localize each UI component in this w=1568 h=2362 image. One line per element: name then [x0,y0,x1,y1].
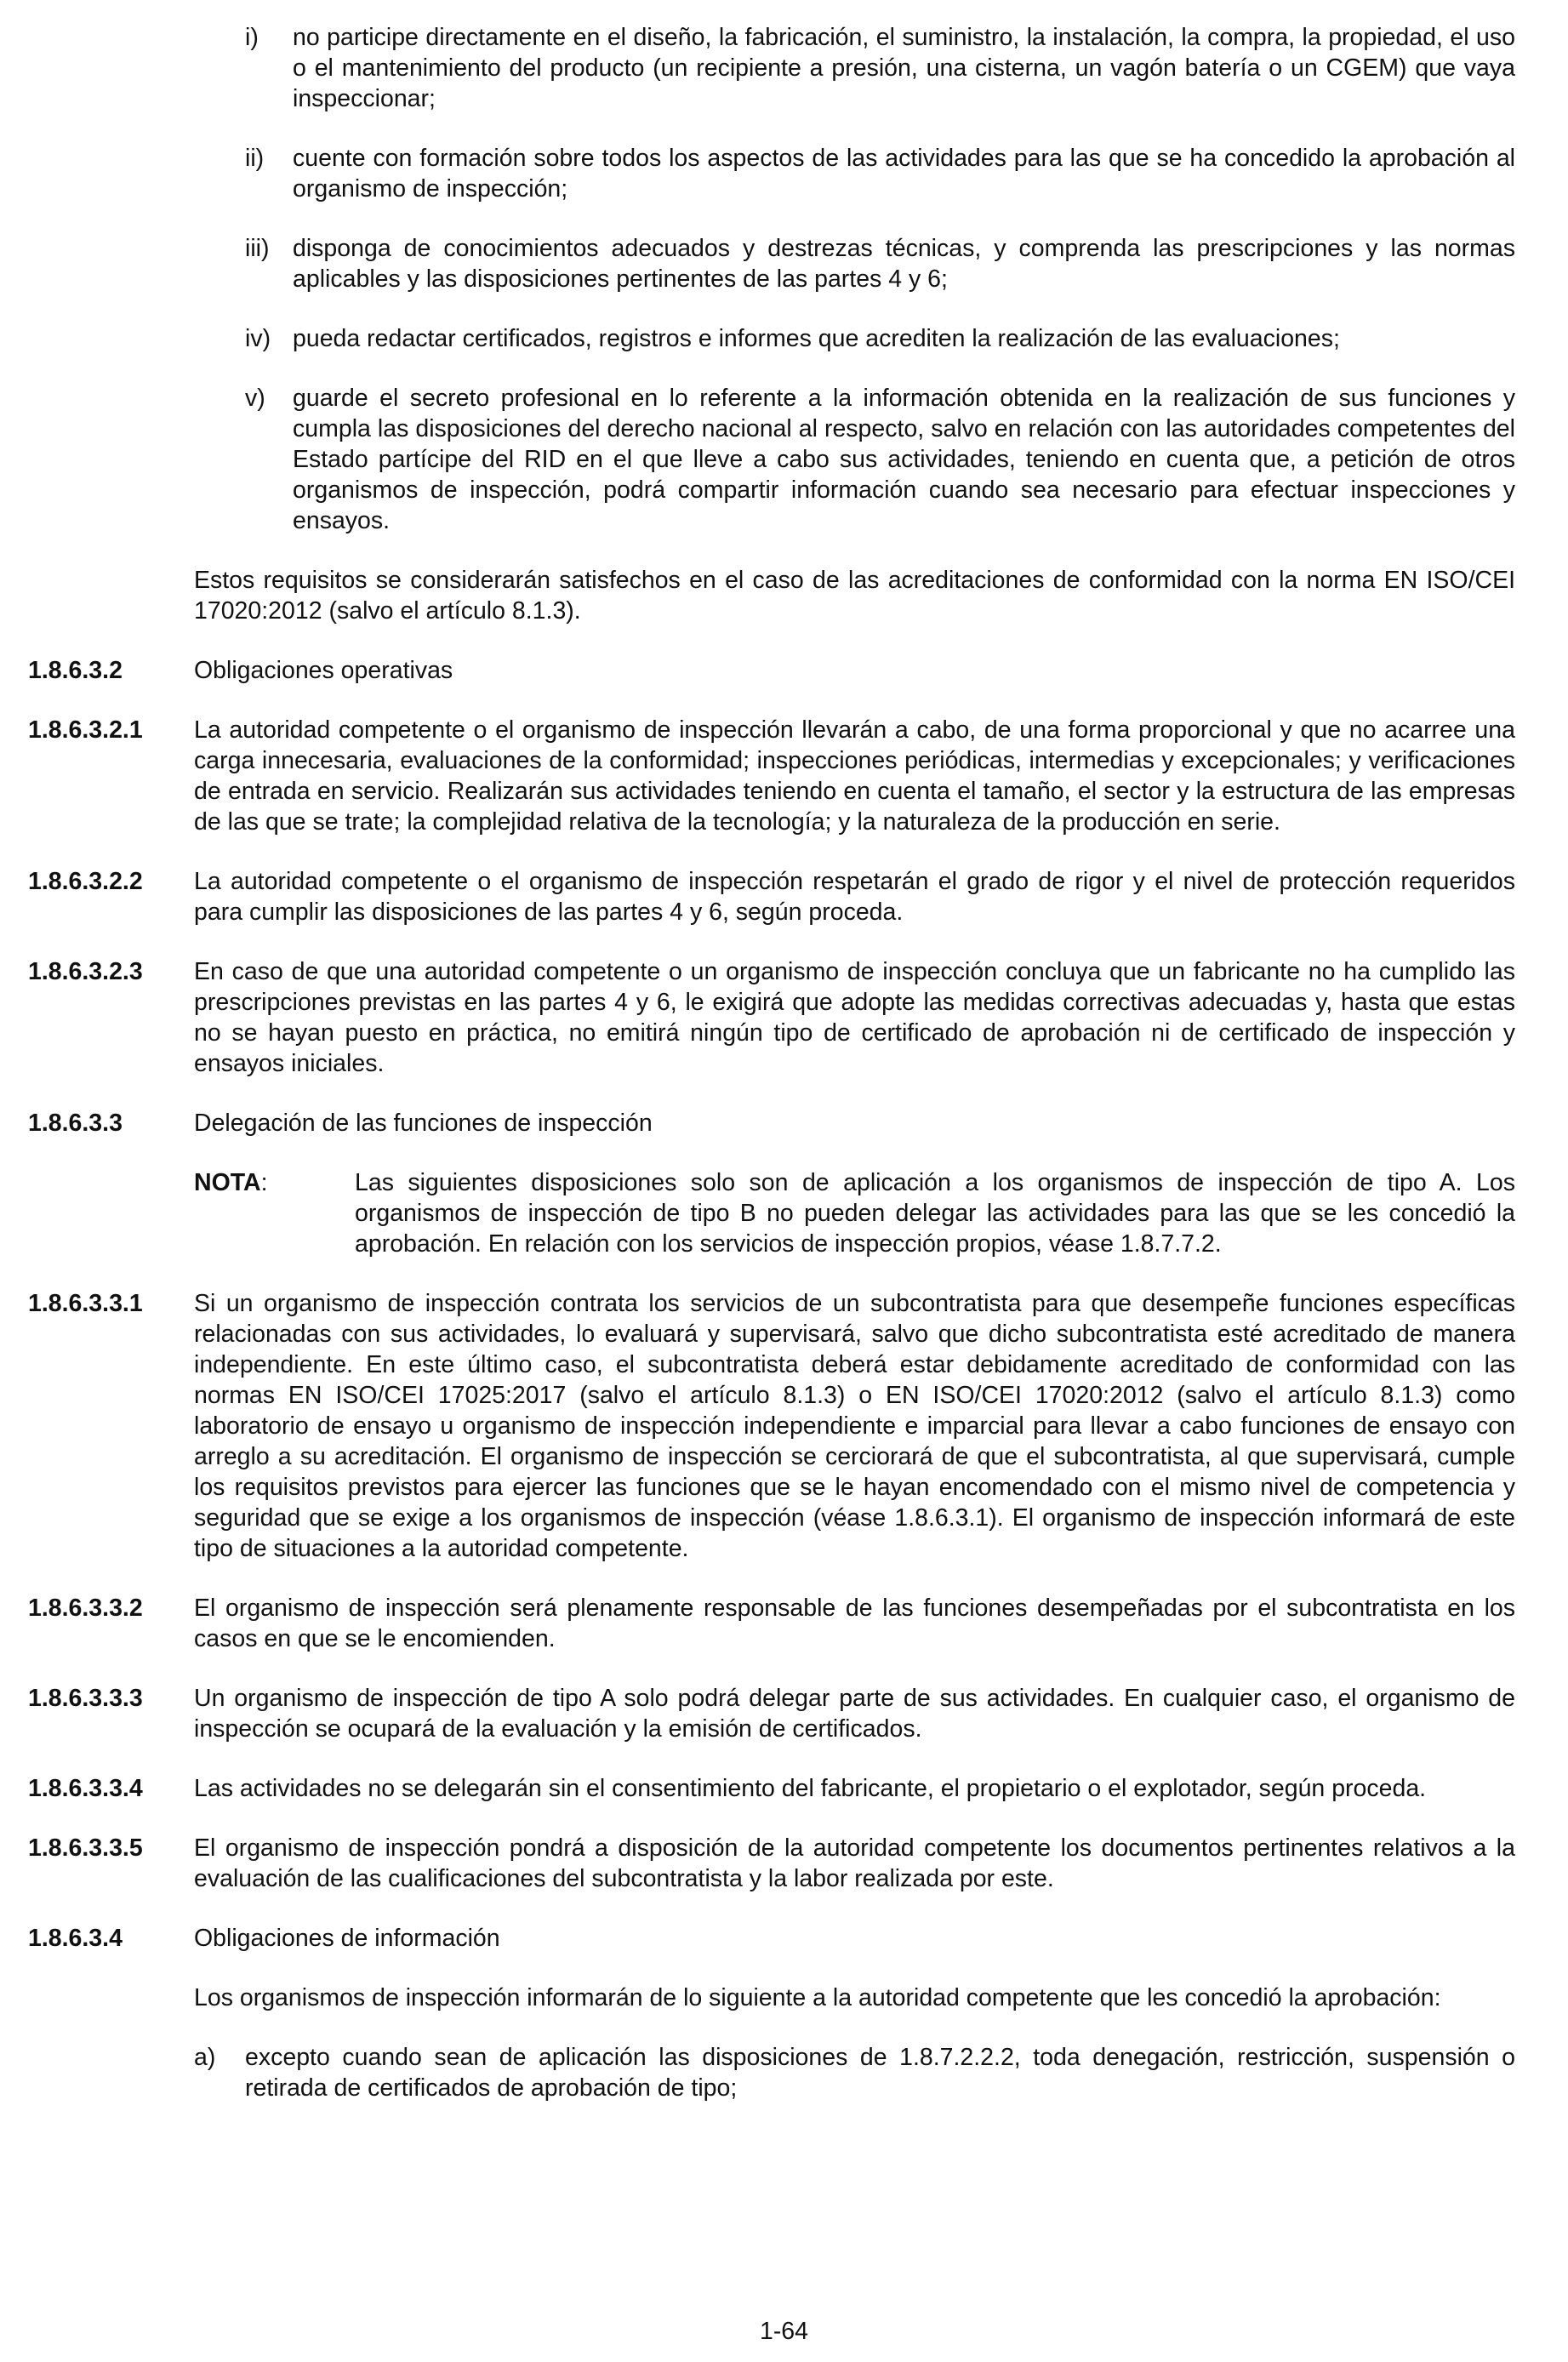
section-1-8-6-3-2-1 [28,715,1515,837]
list-marker: iii) [245,235,270,262]
note-label-text: NOTA [194,1169,261,1196]
section-number: 1.8.6.3.2.2 [28,868,143,895]
section-1-8-6-3-3-5 [28,1833,1515,1894]
section-heading: Obligaciones de información [194,1925,500,1952]
section-number: 1.8.6.3.3.4 [28,1775,143,1802]
section-number: 1.8.6.3.2.3 [28,958,143,985]
list-item-text: no participe directamente en el diseño, la fabricación, el suministro, la instalación, la compra, la propiedad, el uso o el mantenimiento del producto (un recipiente a presión, una cisterna, un vagón batería o un CGEM) que vaya inspeccionar; [293,24,1515,112]
section-text: Si un organismo de inspección contrata los servicios de un subcontratista para que desempeñe funciones específicas relacionadas con sus actividades, lo evaluará y supervisará, salvo que dicho subcontratista esté acreditado de manera independiente. En este último caso, el subcontratista deberá estar debidamente acreditado de conformidad con las normas EN ISO/CEI 17025:2017 (salvo el artículo 8.1.3) o EN ISO/CEI 17020:2012 (salvo el artículo 8.1.3) como laboratorio de ensayo u organismo de inspección independiente e imparcial para llevar a cabo funciones de ensayo con arreglo a su acreditación. El organismo de inspección se cerciorará de que el subcontratista, al que supervisará, cumple los requisitos previstos para ejercer las funciones que se le hayan encomendado con el mismo nivel de competencia y seguridad que se exige a los organismos de inspección (véase 1.8.6.3.1). El organismo de inspección informará de este tipo de situaciones a la autoridad competente. [194,1290,1515,1562]
section-number: 1.8.6.3.4 [28,1925,123,1952]
section-1-8-6-3-3-4 [28,1773,1515,1804]
list-item [245,143,1515,204]
page-footer [0,2316,1568,2347]
section-number: 1.8.6.3.3.3 [28,1685,143,1712]
section-text: El organismo de inspección será plenamente responsable de las funciones desempeñadas por el subcontratista en los casos en que se le encomienden. [194,1595,1515,1652]
section-1-8-6-3-3 [28,1108,1515,1138]
section-1-8-6-3-3-3 [28,1683,1515,1744]
section-1-8-6-3-2 [28,655,1515,686]
section-text: La autoridad competente o el organismo de inspección respetarán el grado de rigor y el nivel de protección requeridos para cumplir las disposiciones de las partes 4 y 6, según proceda. [194,868,1515,926]
section-number: 1.8.6.3.3 [28,1110,123,1137]
alpha-list [194,2042,1515,2103]
information-paragraph: Los organismos de inspección informarán de lo siguiente a la autoridad competente que les concedió la aprobación: [194,1984,1441,2011]
note-label-colon: : [260,1169,268,1196]
list-item [245,323,1515,354]
section-text: El organismo de inspección pondrá a disposición de la autoridad competente los documentos pertinentes relativos a la evaluación de las cualificaciones del subcontratista y la labor realizada por este. [194,1834,1515,1892]
section-text: En caso de que una autoridad competente o un organismo de inspección concluya que un fabricante no ha cumplido las prescripciones previstas en las partes 4 y 6, le exigirá que adopte las medidas correctivas adecuadas y, hasta que estas no se hayan puesto en práctica, no emitirá ningún tipo de certificado de aprobación ni de certificado de inspección y ensayos iniciales. [194,958,1515,1077]
list-marker: iv) [245,325,271,352]
section-heading: Delegación de las funciones de inspección [194,1110,653,1137]
section-text: Las actividades no se delegarán sin el consentimiento del fabricante, el propietario o el explotador, según proceda. [194,1775,1427,1802]
roman-list [245,22,1515,536]
section-number: 1.8.6.3.3.1 [28,1290,143,1317]
list-marker: ii) [245,145,265,172]
list-item-text: guarde el secreto profesional en lo referente a la información obtenida en la realización de sus funciones y cumpla las disposiciones del derecho nacional al respecto, salvo en relación con las autoridades competentes del Estado partícipe del RID en el que lleve a cabo sus actividades, teniendo en cuenta que, a petición de otros organismos de inspección, podrá compartir información cuando sea necesario para efectuar inspecciones y ensayos. [293,385,1515,534]
section-1-8-6-3-2-3 [28,956,1515,1079]
note-text: Las siguientes disposiciones solo son de aplicación a los organismos de inspección de tipo A. Los organismos de inspección de tipo B no pueden delegar las actividades para las que se les concedió la aprobación. En relación con los servicios de inspección propios, véase 1.8.7.7.2. [355,1169,1515,1258]
list-marker: a) [194,2044,216,2071]
list-item-text: excepto cuando sean de aplicación las disposiciones de 1.8.7.2.2.2, toda denegación, restricción, suspensión o retirada de certificados de aprobación de tipo; [245,2044,1515,2102]
section-text: Un organismo de inspección de tipo A solo podrá delegar parte de sus actividades. En cualquier caso, el organismo de inspección se ocupará de la evaluación y la emisión de certificados. [194,1685,1515,1743]
section-text: La autoridad competente o el organismo de inspección llevarán a cabo, de una forma proporcional y que no acarree una carga innecesaria, evaluaciones de la conformidad; inspecciones periódicas, intermedias y excepcionales; y verificaciones de entrada en servicio. Realizarán sus actividades teniendo en cuenta el tamaño, el sector y la estructura de las empresas de las que se trate; la complejidad relativa de la tecnología; y la naturaleza de la producción en serie. [194,716,1515,836]
section-1-8-6-3-3-1 [28,1288,1515,1564]
section-number: 1.8.6.3.3.2 [28,1595,143,1622]
list-marker: i) [245,24,259,51]
page-number: 1-64 [759,2318,809,2345]
section-1-8-6-3-4 [28,1923,1515,1954]
list-item [245,233,1515,294]
note-label [194,1167,355,1259]
section-number: 1.8.6.3.3.5 [28,1834,143,1862]
requirements-paragraph: Estos requisitos se considerarán satisfechos en el caso de las acreditaciones de conformidad con la norma EN ISO/CEI 17020:2012 (salvo el artículo 8.1.3). [194,567,1515,625]
list-item [194,2042,1515,2103]
list-item [245,22,1515,114]
section-heading: Obligaciones operativas [194,657,453,684]
list-item-text: disponga de conocimientos adecuados y destrezas técnicas, y comprenda las prescripciones y las normas aplicables y las disposiciones pertinentes de las partes 4 y 6; [293,235,1515,293]
section-number: 1.8.6.3.2 [28,657,123,684]
list-item [245,383,1515,536]
section-number: 1.8.6.3.2.1 [28,716,143,744]
list-item-text: pueda redactar certificados, registros e informes que acrediten la realización de las evaluaciones; [293,325,1340,352]
list-item-text: cuente con formación sobre todos los aspectos de las actividades para las que se ha concedido la aprobación al organismo de inspección; [293,145,1515,203]
note-block [194,1167,1515,1259]
list-marker: v) [245,385,265,412]
section-1-8-6-3-3-2 [28,1593,1515,1654]
section-1-8-6-3-2-2 [28,866,1515,927]
